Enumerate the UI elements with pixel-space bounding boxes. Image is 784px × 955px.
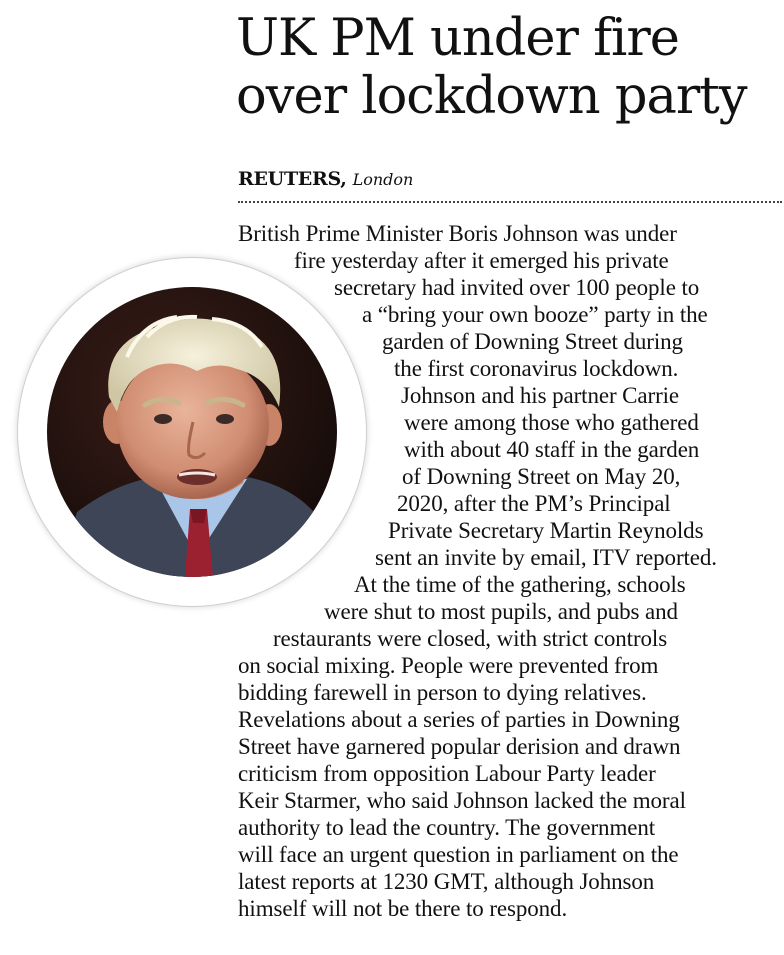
body-line-7: Johnson and his partner Carrie	[401, 383, 680, 408]
body-line-4: a “bring your own booze” party in the	[362, 302, 708, 327]
body-line-5: garden of Downing Street during	[382, 329, 683, 354]
body-line-23: authority to lead the country. The government	[238, 815, 656, 840]
body-line-13: sent an invite by email, ITV reported.	[375, 545, 717, 570]
body-line-12: Private Secretary Martin Reynolds	[388, 518, 704, 543]
headline-line-1: UK PM under fire	[236, 9, 679, 68]
body-line-19: Revelations about a series of parties in Downing	[238, 707, 680, 732]
body-line-17: on social mixing. People were prevented from	[238, 653, 659, 678]
byline-agency: REUTERS,	[238, 168, 347, 190]
body-line-10: of Downing Street on May 20,	[402, 464, 681, 489]
body-line-26: himself will not be there to respond.	[238, 896, 568, 921]
body-line-9: with about 40 staff in the garden	[404, 437, 700, 462]
body-line-2: fire yesterday after it emerged his private	[294, 248, 669, 273]
body-line-3: secretary had invited over 100 people to	[334, 275, 700, 300]
byline	[238, 168, 413, 191]
portrait-photo-icon	[47, 287, 337, 577]
dotted-divider	[238, 201, 782, 203]
body-line-6: the first coronavirus lockdown.	[394, 356, 679, 381]
body-line-18: bidding farewell in person to dying relatives.	[238, 680, 647, 705]
body-line-24: will face an urgent question in parliament on the	[238, 842, 679, 867]
body-line-22: Keir Starmer, who said Johnson lacked the moral	[238, 788, 686, 813]
body-line-15: were shut to most pupils, and pubs and	[324, 599, 678, 624]
body-line-8: were among those who gathered	[404, 410, 699, 435]
body-line-14: At the time of the gathering, schools	[354, 572, 686, 597]
headline	[236, 10, 747, 126]
body-line-25: latest reports at 1230 GMT, although Johnson	[238, 869, 655, 894]
byline-place: London	[352, 170, 414, 189]
body-line-16: restaurants were closed, with strict controls	[273, 626, 668, 651]
body-line-20: Street have garnered popular derision and drawn	[238, 734, 681, 759]
body-line-1: British Prime Minister Boris Johnson was under	[238, 221, 677, 246]
body-line-11: 2020, after the PM’s Principal	[397, 491, 671, 516]
body-line-21: criticism from opposition Labour Party leader	[238, 761, 656, 786]
headline-line-2: over lockdown party	[236, 67, 747, 126]
